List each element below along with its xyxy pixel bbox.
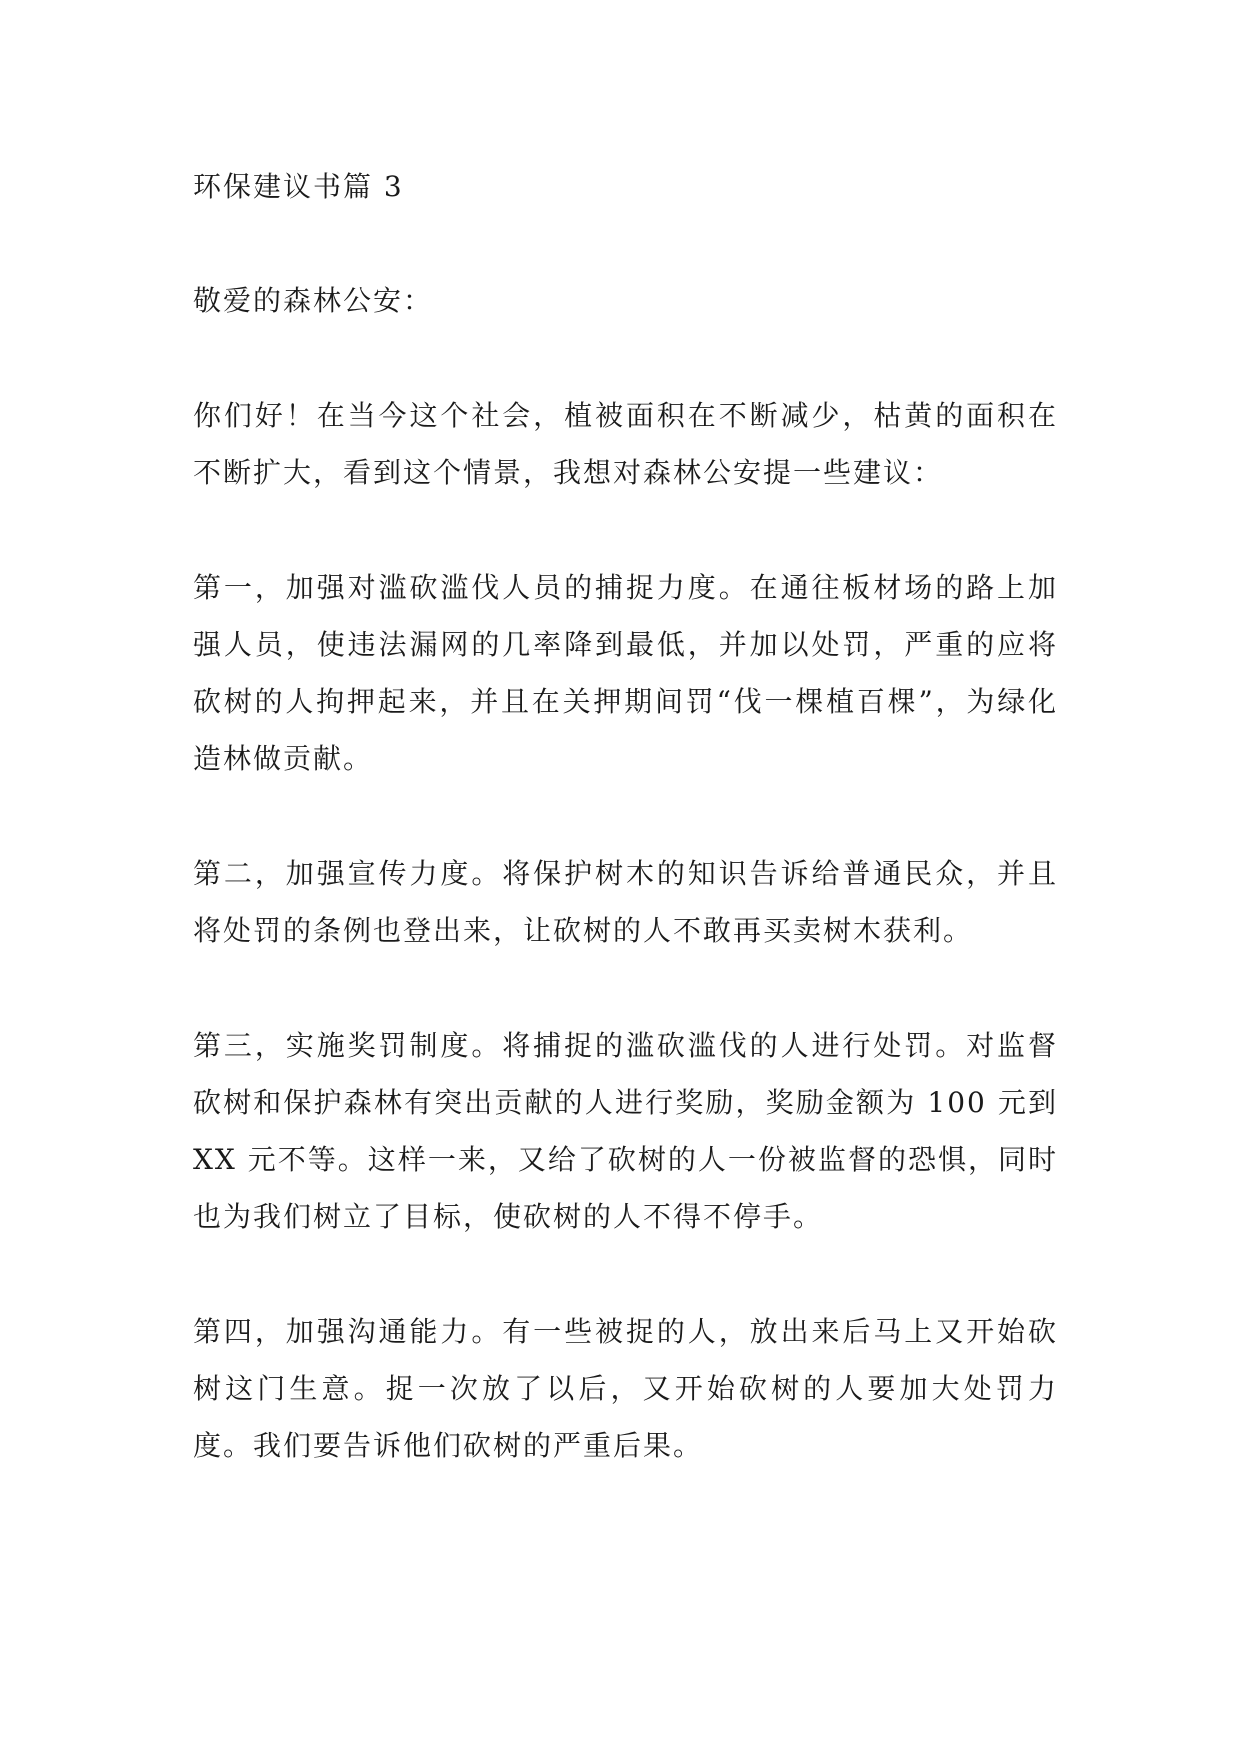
paragraph-first-suggestion: 第一，加强对滥砍滥伐人员的捕捉力度。在通往板材场的路上加强人员，使违法漏网的几率降到最低，并加以处罚，严重的应将砍树的人拘押起来，并且在关押期间罚“伐一棵植百棵”，为绿化造林做贡献。 bbox=[193, 571, 1058, 775]
paragraph-fourth-suggestion: 第四，加强沟通能力。有一些被捉的人，放出来后马上又开始砍树这门生意。捉一次放了以后，又开始砍树的人要加大处罚力度。我们要告诉他们砍树的严重后果。 bbox=[193, 1315, 1058, 1462]
salutation: 敬爱的森林公安： bbox=[193, 284, 434, 317]
document-body bbox=[193, 158, 1058, 1532]
paragraph-intro: 你们好！在当今这个社会，植被面积在不断减少，枯黄的面积在不断扩大，看到这个情景，我想对森林公安提一些建议： bbox=[193, 399, 1058, 489]
paragraph-second-suggestion: 第二，加强宣传力度。将保护树木的知识告诉给普通民众，并且将处罚的条例也登出来，让砍树的人不敢再买卖树木获利。 bbox=[193, 857, 1058, 947]
document-title: 环保建议书篇 3 bbox=[193, 170, 404, 203]
paragraph-third-suggestion: 第三，实施奖罚制度。将捕捉的滥砍滥伐的人进行处罚。对监督砍树和保护森林有突出贡献的人进行奖励，奖励金额为 100 元到 XX 元不等。这样一来，又给了砍树的人一份被监督的恐惧，同时也为我们树立了目标，使砍树的人不得不停手。 bbox=[193, 1029, 1058, 1233]
